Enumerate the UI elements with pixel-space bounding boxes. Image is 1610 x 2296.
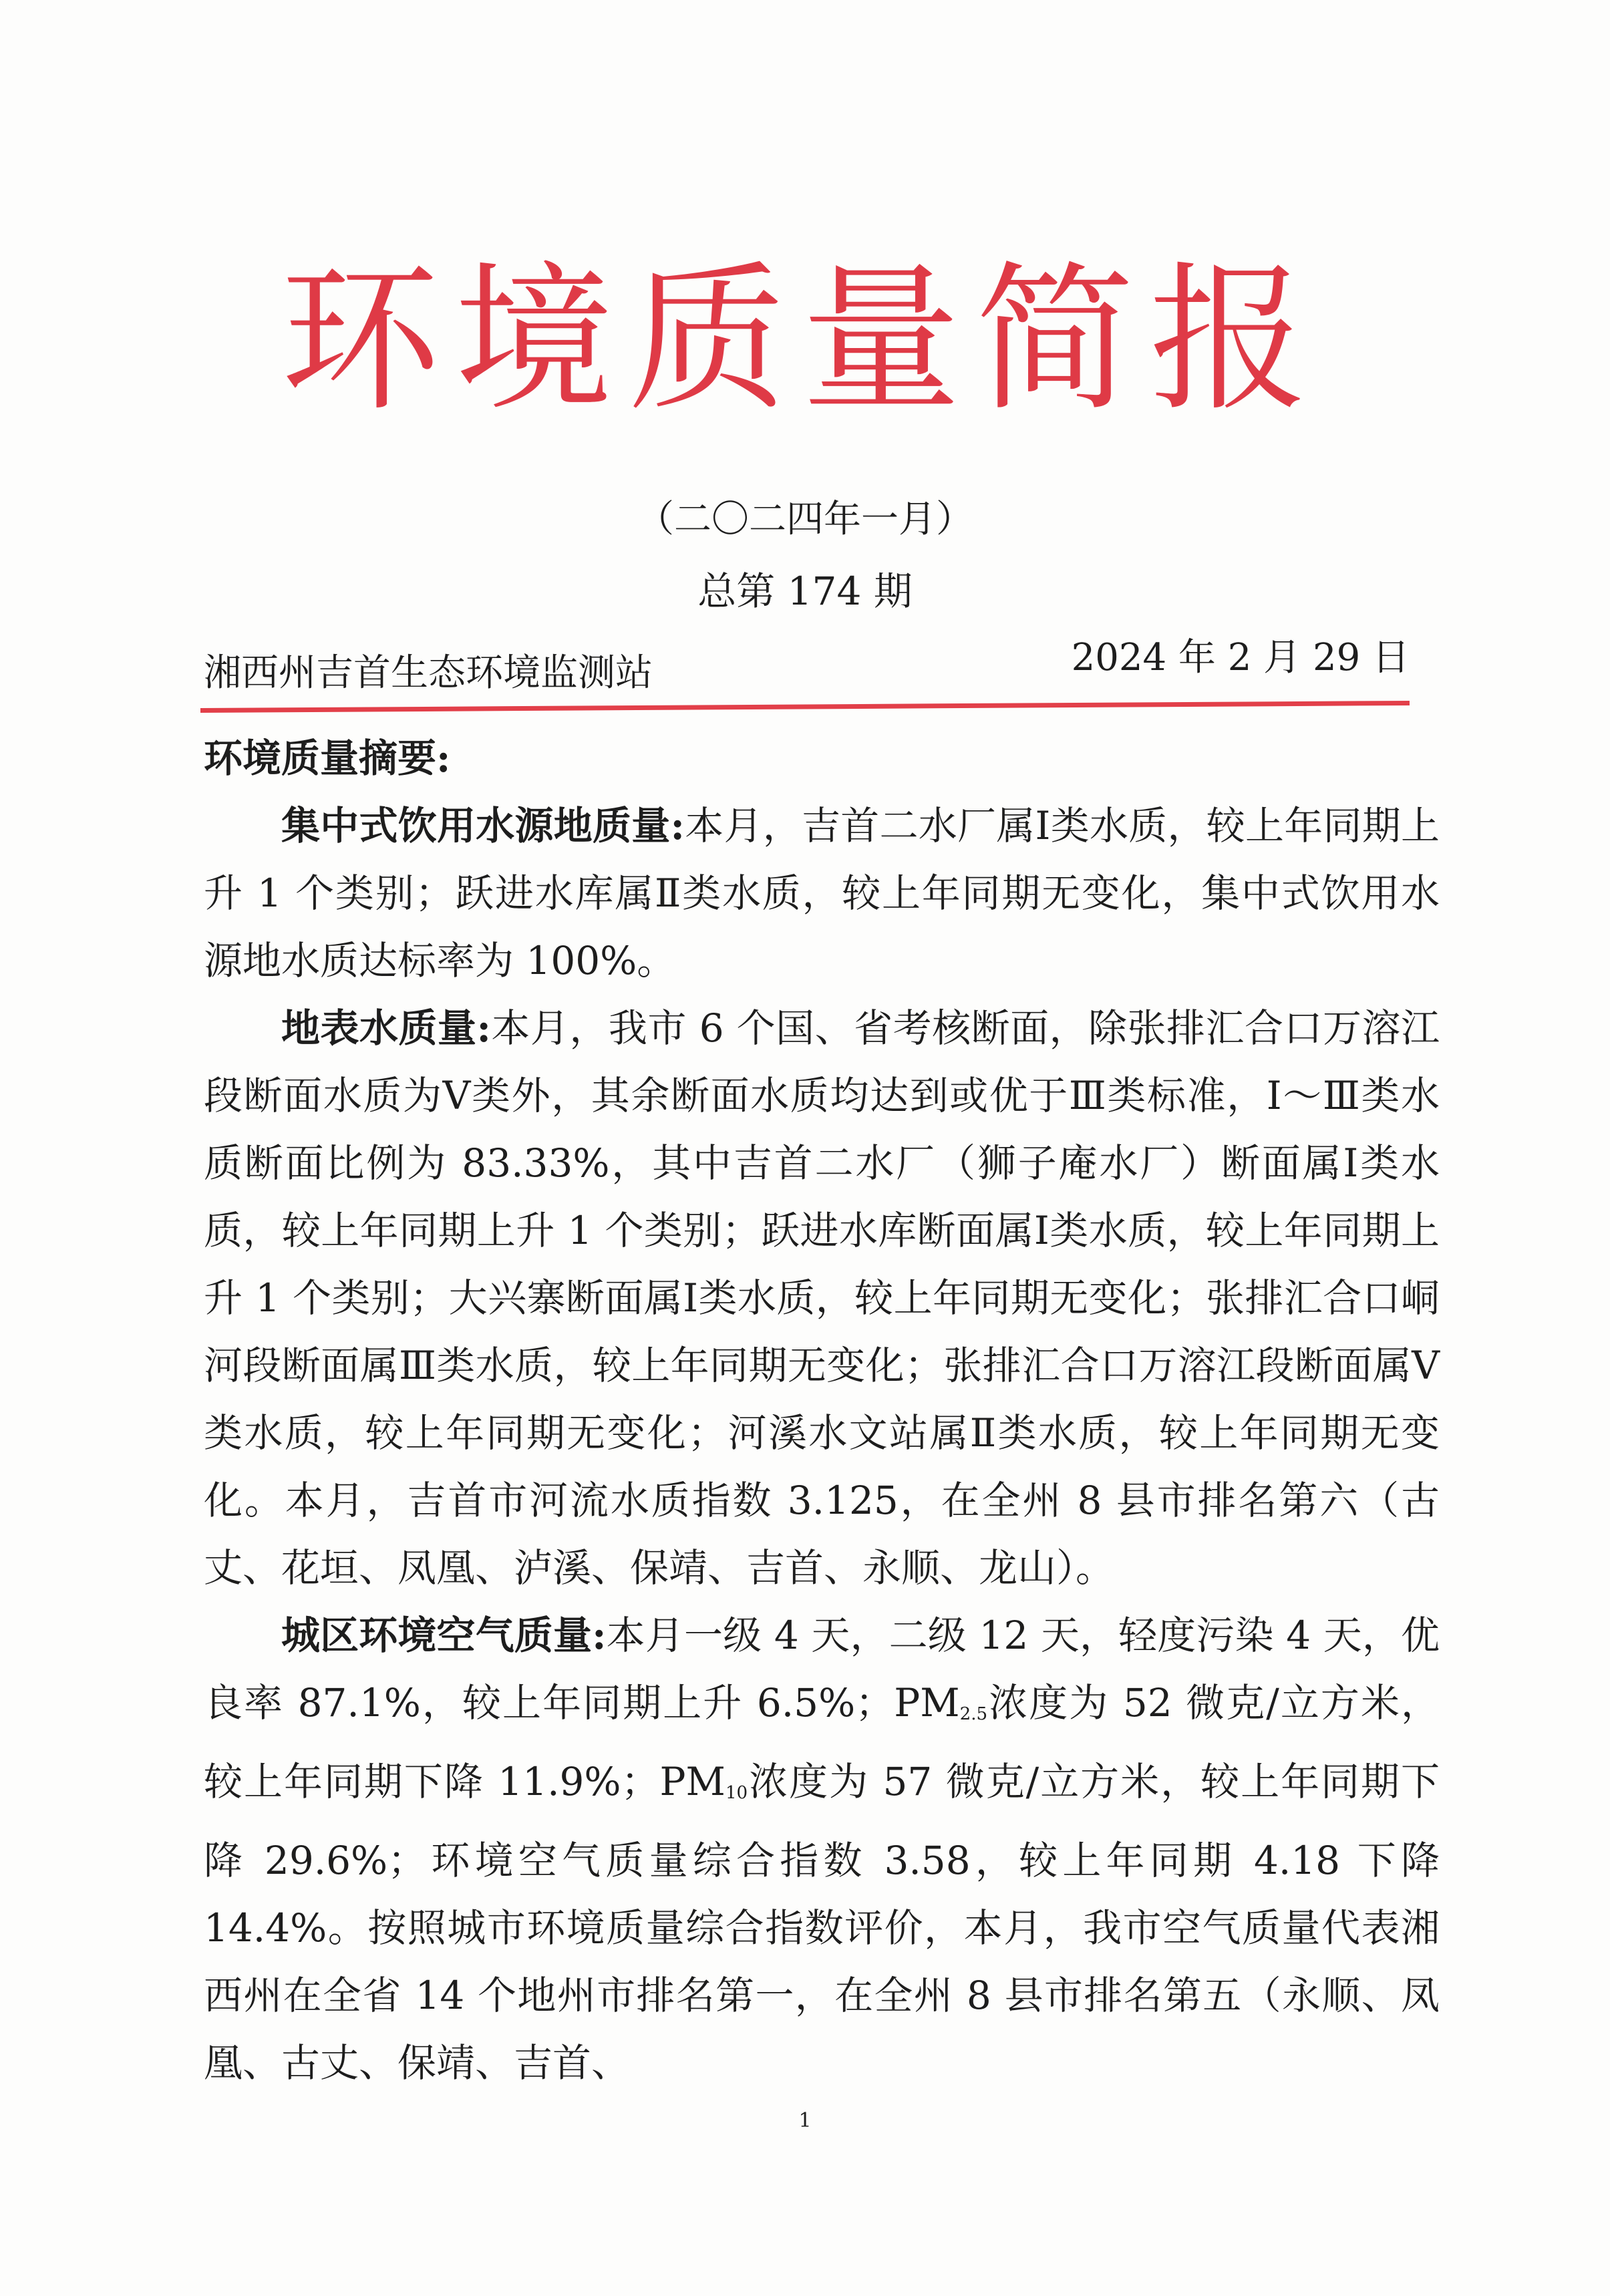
drinking-water-paragraph bbox=[204, 792, 1440, 995]
air-quality-paragraph bbox=[204, 1602, 1440, 2097]
organization-name: 湘西州吉首生态环境监测站 bbox=[204, 651, 653, 695]
summary-heading: 环境质量摘要: bbox=[204, 735, 451, 781]
masthead-title: 环境质量简报 bbox=[281, 248, 1323, 433]
air-quality-text-3: 浓度为 57 微克/立方米，较上年同期下降 29.6%；环境空气质量综合指数 3.58，较上年同期 4.18 下降 14.4%。按照城市环境质量综合指数评价，本月，我市空气质量代表湘西州在全省 14 个地州市排名第一，在全州 8 县市排名第五（永顺、凤凰、古丈、保靖、吉首、 bbox=[204, 1759, 1440, 2086]
surface-water-label: 地表水质量: bbox=[281, 1005, 491, 1051]
issue-year: （二〇二四年一月） bbox=[637, 498, 973, 541]
air-quality-label: 城区环境空气质量: bbox=[281, 1613, 607, 1658]
drinking-water-text: 本月，吉首二水厂属Ⅰ类水质，较上年同期上升 1 个类别；跃进水库属Ⅱ类水质，较上年同期无变化，集中式饮用水源地水质达标率为 100%。 bbox=[204, 803, 1440, 983]
issue-date: 2024 年 2 月 29 日 bbox=[1071, 636, 1410, 679]
header-divider bbox=[200, 701, 1410, 713]
air-quality-text-2: 浓度为 52 微克/立方米，较上年同期下降 11.9%； bbox=[204, 1680, 1440, 1805]
drinking-water-label: 集中式饮用水源地质量: bbox=[281, 803, 685, 848]
pm10-symbol: $PM_{10}$ bbox=[659, 1759, 748, 1805]
issue-number: 总第 174 期 bbox=[697, 568, 913, 614]
surface-water-paragraph bbox=[204, 995, 1440, 1602]
page-number: 1 bbox=[798, 2109, 812, 2132]
summary-section bbox=[204, 725, 1440, 2097]
surface-water-text: 本月，我市 6 个国、省考核断面，除张排汇合口万溶江段断面水质为Ⅴ类外，其余断面水质均达到或优于Ⅲ类标准，Ⅰ～Ⅲ类水质断面比例为 83.33%，其中吉首二水厂（狮子庵水厂）断面属Ⅰ类水质，较上年同期上升 1 个类别；跃进水库断面属Ⅰ类水质，较上年同期上升 1 个类别；大兴寨断面属Ⅰ类水质，较上年同期无变化；张排汇合口峒河段断面属Ⅲ类水质，较上年同期无变化；张排汇合口万溶江段断面属Ⅴ类水质，较上年同期无变化；河溪水文站属Ⅱ类水质，较上年同期无变化。本月，吉首市河流水质指数 3.125，在全州 8 县市排名第六（古丈、花垣、凤凰、泸溪、保靖、吉首、永顺、龙山）。 bbox=[204, 1005, 1440, 1591]
air-quality-text-1: 本月一级 4 天，二级 12 天，轻度污染 4 天，优良率 87.1%，较上年同期上升 6.5%； bbox=[204, 1613, 1440, 1726]
pm25-symbol: $PM_{2.5}$ bbox=[894, 1680, 988, 1726]
